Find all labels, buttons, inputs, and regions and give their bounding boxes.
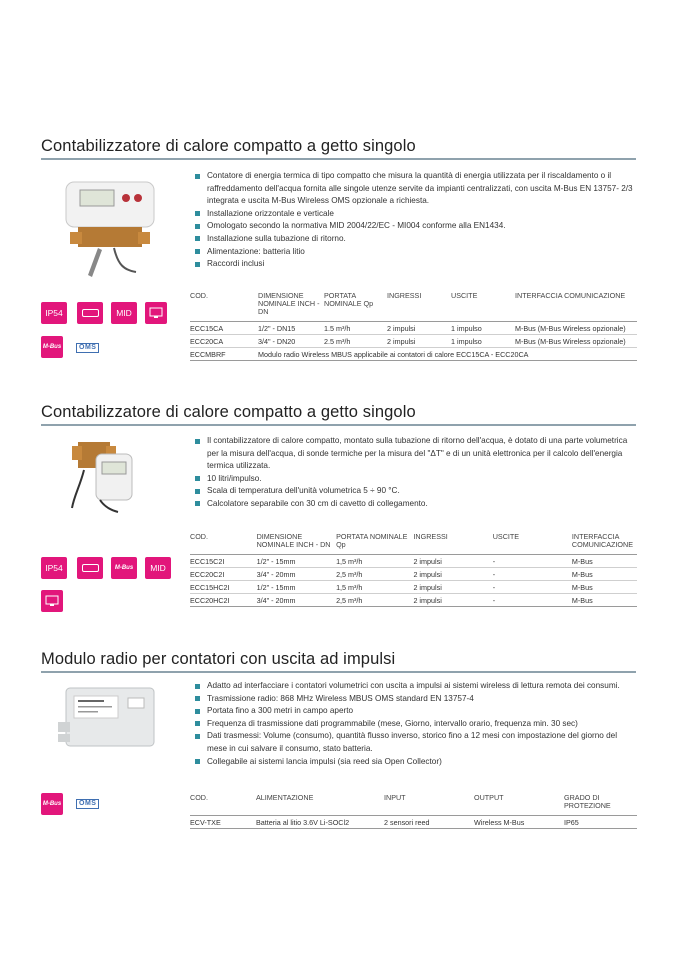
feature-item: Omologato secondo la normativa MID 2004/22/EC - MI004 conforme alla EN1434. (195, 220, 639, 233)
table-cell: - (493, 581, 572, 594)
table-cell: 1/2" - 15mm (257, 581, 336, 594)
ip54-badge: IP54 (41, 557, 67, 579)
table-cell: 3/4" - 20mm (257, 568, 336, 581)
column-header: PORTATA NOMINALE Qp (324, 292, 387, 322)
table-cell: 2,5 m³/h (336, 568, 413, 581)
column-header: USCITE (451, 292, 515, 322)
feature-item: Adatto ad interfacciare i contatori volumetrici con uscita a impulsi ai sistemi wireless di lettura remota dei consumi. (195, 680, 639, 693)
features-list (195, 170, 639, 271)
feature-item: Raccordi inclusi (195, 258, 639, 271)
battery-icon (77, 302, 103, 324)
table-row (190, 581, 637, 594)
table-row (190, 594, 637, 607)
table-cell: 1/2" - 15mm (257, 555, 336, 568)
mid-badge: MID (145, 557, 171, 579)
spec-table (190, 533, 637, 607)
table-cell: 2 impulsi (413, 594, 492, 607)
table-header-row (190, 533, 637, 555)
table-cell: 2 impulsi (387, 335, 451, 348)
table-cell: ECC20CA (190, 335, 258, 348)
title-divider (41, 424, 636, 426)
table-cell: M-Bus (572, 555, 637, 568)
mbus-logo: M-Bus (111, 557, 137, 579)
table-row (190, 555, 637, 568)
table-cell: ECC15HC2I (190, 581, 257, 594)
table-cell: M-Bus (572, 594, 637, 607)
column-header: ALIMENTAZIONE (256, 794, 384, 816)
feature-item: Frequenza di trasmissione dati programmabile (mese, Giorno, intervallo orario, frequenza min. 30 sec) (195, 718, 639, 731)
table-cell: - (493, 555, 572, 568)
column-header: DIMENSIONE NOMINALE INCH - DN (258, 292, 324, 322)
ip54-badge: IP54 (41, 302, 67, 324)
column-header: INTERFACCIA COMUNICAZIONE (572, 533, 637, 555)
table-cell: M-Bus (M-Bus Wireless opzionale) (515, 335, 637, 348)
table-cell: 2.5 m³/h (324, 335, 387, 348)
display-icon (41, 590, 63, 612)
feature-item: Scala di temperatura dell'unità volumetrica 5 ÷ 90 °C. (195, 485, 639, 498)
table-cell: 1/2" - DN15 (258, 322, 324, 335)
table-cell: Modulo radio Wireless MBUS applicabile ai contatori di calore ECC15CA - ECC20CA (258, 348, 637, 361)
table-cell: 3/4" - 20mm (257, 594, 336, 607)
table-cell: 1 impulso (451, 322, 515, 335)
feature-item: Alimentazione: batteria litio (195, 246, 639, 259)
column-header: USCITE (493, 533, 572, 555)
column-header: DIMENSIONE NOMINALE INCH - DN (257, 533, 336, 555)
radio-module-photo (58, 680, 164, 755)
feature-item: Contatore di energia termica di tipo compatto che misura la quantità di energia utilizzata per il riscaldamento o il raffreddamento dell'acqua fornita alle singole utenze servite da impianti centralizzati, con uscita M-Bus EN 13757- 2/3 integrata e uscita M-Bus Wireless OMS opzionale a richiesta. (195, 170, 639, 208)
table-cell: 1,5 m³/h (336, 581, 413, 594)
table-cell: 1,5 m³/h (336, 555, 413, 568)
mbus-logo: M-Bus (41, 793, 63, 815)
table-cell: Batteria al litio 3.6V Li-SOCl2 (256, 816, 384, 829)
spec-table (190, 794, 637, 829)
oms-logo: OMS (76, 799, 99, 809)
display-icon (145, 302, 167, 324)
heat-meter-photo (58, 170, 168, 290)
table-cell: 2,5 m³/h (336, 594, 413, 607)
table-cell: ECC20HC2I (190, 594, 257, 607)
mid-badge: MID (111, 302, 137, 324)
feature-item: 10 litri/impulso. (195, 473, 639, 486)
column-header: INTERFACCIA COMUNICAZIONE (515, 292, 637, 322)
table-cell: 1.5 m³/h (324, 322, 387, 335)
table-cell: 2 impulsi (387, 322, 451, 335)
feature-item: Trasmissione radio: 868 MHz Wireless MBUS OMS standard EN 13757-4 (195, 693, 639, 706)
section-title: Modulo radio per contatori con uscita ad impulsi (41, 650, 396, 668)
table-row (190, 348, 637, 361)
feature-item: Il contabilizzatore di calore compatto, montato sulla tubazione di ritorno dell'acqua, è dotato di una parte volumetrica per la misura dell'acqua, di sonde termiche per la misura del "ΔT" e di un unità elettronica per il calcolo dell'energia termica utilizzata. (195, 435, 639, 473)
battery-icon (77, 557, 103, 579)
table-cell: M-Bus (572, 581, 637, 594)
title-divider (41, 671, 636, 673)
feature-item: Portata fino a 300 metri in campo aperto (195, 705, 639, 718)
column-header: COD. (190, 533, 257, 555)
table-header-row (190, 292, 637, 322)
feature-item: Calcolatore separabile con 30 cm di cavetto di collegamento. (195, 498, 639, 511)
table-cell: - (493, 568, 572, 581)
table-cell: 1 impulso (451, 335, 515, 348)
column-header: COD. (190, 292, 258, 322)
column-header: INGRESSI (387, 292, 451, 322)
section-title: Contabilizzatore di calore compatto a getto singolo (41, 403, 416, 421)
column-header: PORTATA NOMINALE Qp (336, 533, 413, 555)
table-cell: 2 sensori reed (384, 816, 474, 829)
table-cell: M-Bus (572, 568, 637, 581)
heat-meter-calculator-photo (70, 436, 155, 516)
column-header: INGRESSI (413, 533, 492, 555)
table-row (190, 568, 637, 581)
column-header: OUTPUT (474, 794, 564, 816)
table-cell: 3/4" - DN20 (258, 335, 324, 348)
table-cell: ECC15CA (190, 322, 258, 335)
feature-item: Installazione sulla tubazione di ritorno. (195, 233, 639, 246)
column-header: INPUT (384, 794, 474, 816)
feature-item: Collegabile ai sistemi lancia impulsi (sia reed sia Open Collector) (195, 756, 639, 769)
table-header-row (190, 794, 637, 816)
features-list (195, 680, 639, 768)
table-cell: IP65 (564, 816, 637, 829)
table-cell: 2 impulsi (413, 555, 492, 568)
oms-logo: OMS (76, 343, 99, 353)
table-cell: 2 impulsi (413, 568, 492, 581)
title-divider (41, 158, 636, 160)
table-cell: - (493, 594, 572, 607)
features-list (195, 435, 639, 511)
feature-item: Dati trasmessi: Volume (consumo), quantità flusso inverso, storico fino a 12 mesi con impostazione del giorno del mese in cui salvare il consumo, stato batteria. (195, 730, 639, 755)
table-cell: ECV-TXE (190, 816, 256, 829)
column-header: COD. (190, 794, 256, 816)
table-cell: 2 impulsi (413, 581, 492, 594)
mbus-logo: M-Bus (41, 336, 63, 358)
table-row (190, 816, 637, 829)
column-header: GRADO DI PROTEZIONE (564, 794, 637, 816)
spec-table (190, 292, 637, 361)
table-cell: ECC20C2I (190, 568, 257, 581)
table-cell: Wireless M-Bus (474, 816, 564, 829)
table-row (190, 335, 637, 348)
table-cell: ECC15C2I (190, 555, 257, 568)
table-row (190, 322, 637, 335)
section-title: Contabilizzatore di calore compatto a getto singolo (41, 137, 416, 155)
table-cell: ECCMBRF (190, 348, 258, 361)
feature-item: Installazione orizzontale e verticale (195, 208, 639, 221)
table-cell: M-Bus (M-Bus Wireless opzionale) (515, 322, 637, 335)
